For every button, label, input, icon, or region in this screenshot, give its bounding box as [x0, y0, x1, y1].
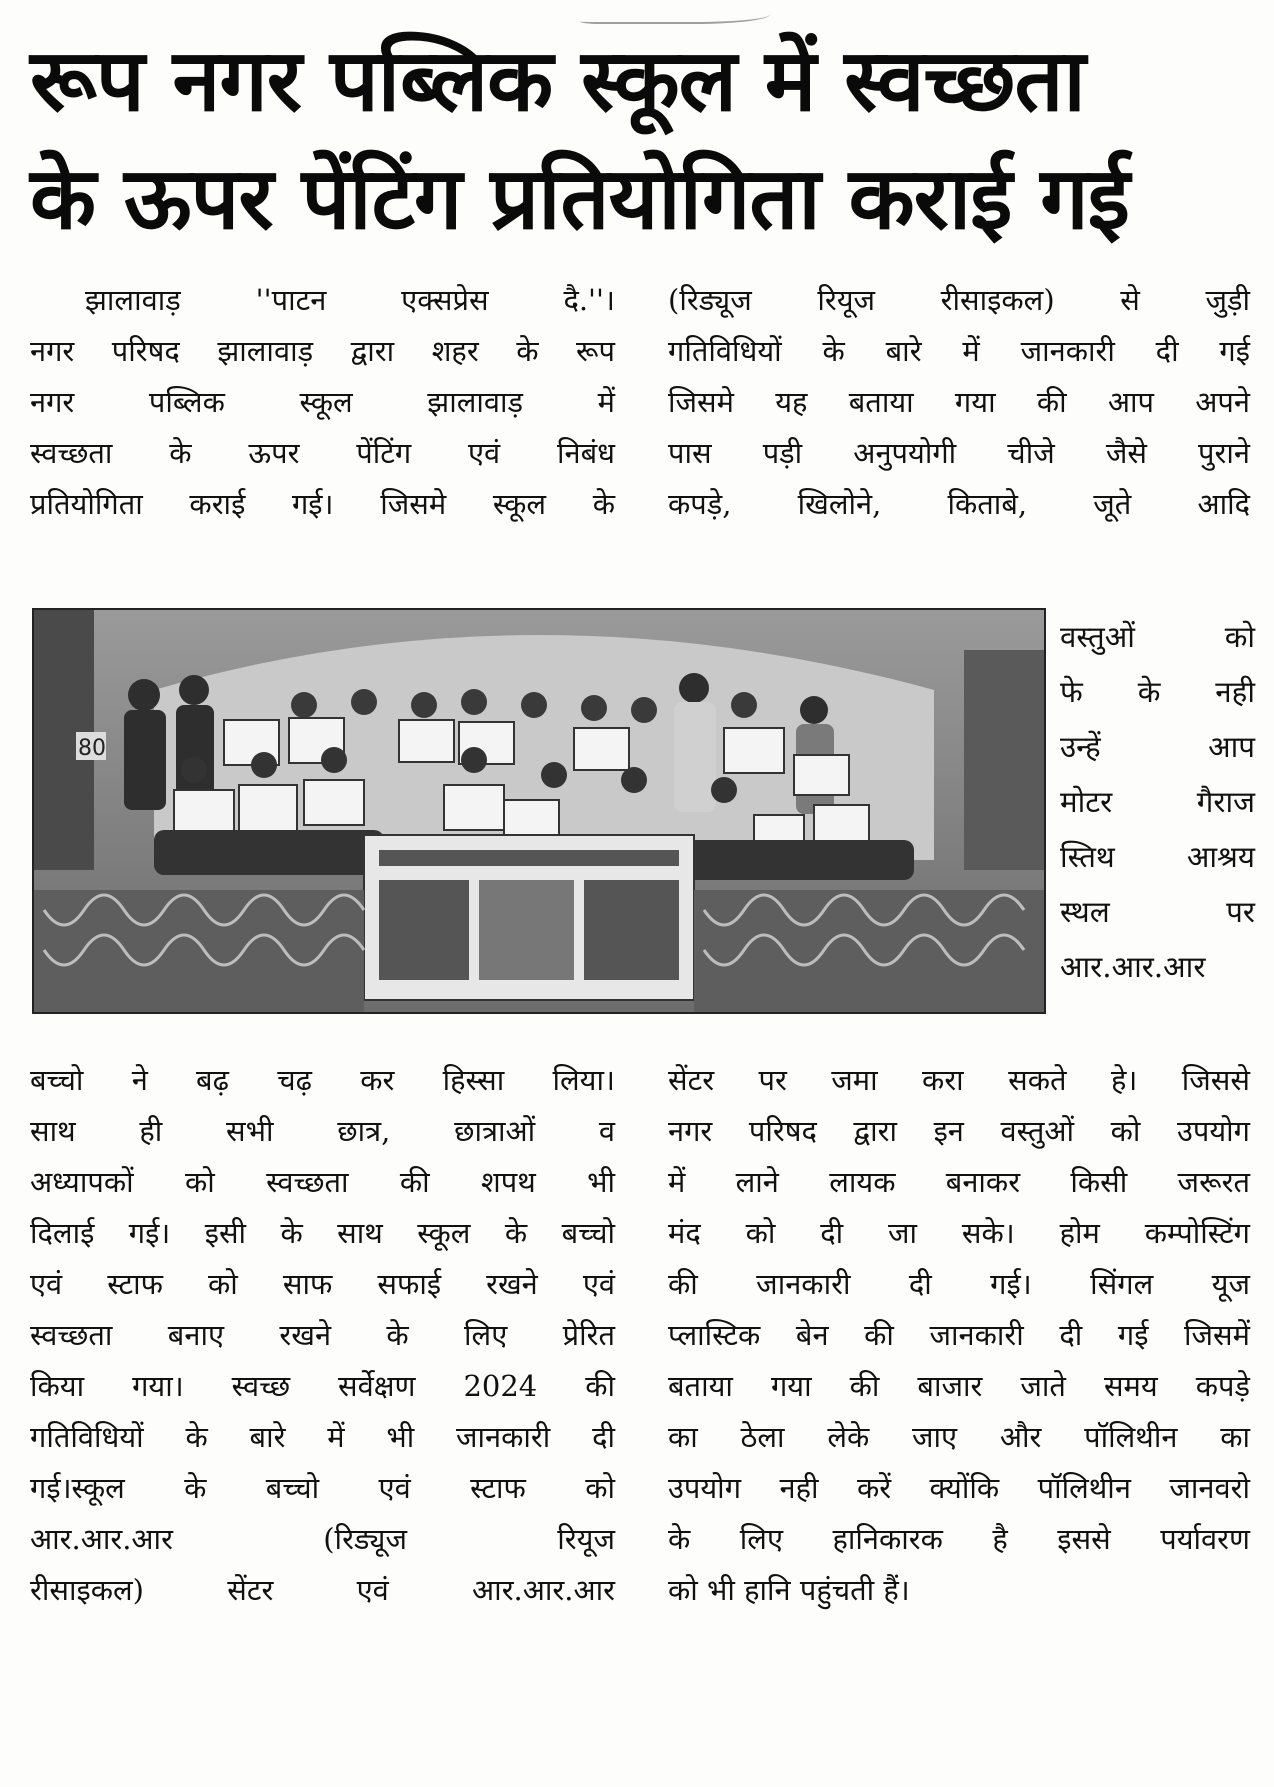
text-line: स्वच्छता बनाए रखने के लिए प्रेरित	[30, 1318, 615, 1352]
text-line: स्तिथ आश्रय	[1060, 840, 1255, 874]
text-line: किया गया। स्वच्छ सर्वेक्षण 2024 की	[30, 1369, 615, 1403]
text-line: दिलाई गई। इसी के साथ स्कूल के बच्चो	[30, 1216, 615, 1250]
pen-scratch-mark	[580, 0, 770, 24]
text-line: में लाने लायक बनाकर किसी जरूरत	[668, 1165, 1250, 1199]
text-line: जिसमे यह बताया गया की आप अपने	[668, 385, 1250, 419]
left-column-bottom	[30, 1055, 615, 1616]
left-column-top	[30, 275, 615, 530]
text-line: बच्चो ने बढ़ चढ़ कर हिस्सा लिया।	[30, 1063, 615, 1097]
text-line: स्वच्छता के ऊपर पेंटिंग एवं निबंध	[30, 436, 615, 470]
text-line: को भी हानि पहुंचती हैं।	[668, 1573, 910, 1607]
text-line: (रिड्यूज रियूज रीसाइकल) से जुड़ी	[668, 283, 1250, 317]
news-photo-group-with-paintings	[32, 608, 1046, 1014]
text-line: गई।स्कूल के बच्चो एवं स्टाफ को	[30, 1471, 615, 1505]
text-line: स्थल पर	[1060, 895, 1255, 929]
text-line: नगर परिषद द्वारा इन वस्तुओं को उपयोग	[668, 1114, 1250, 1148]
text-line: पास पड़ी अनुपयोगी चीजे जैसे पुराने	[668, 436, 1250, 470]
text-line: गतिविधियों के बारे में भी जानकारी दी	[30, 1420, 615, 1454]
text-line: मंद को दी जा सके। होम कम्पोस्टिंग	[668, 1216, 1250, 1250]
text-line: का ठेला लेके जाए और पॉलिथीन का	[668, 1420, 1250, 1454]
text-line: साथ ही सभी छात्र, छात्राओं व	[30, 1114, 615, 1148]
text-line: एवं स्टाफ को साफ सफाई रखने एवं	[30, 1267, 615, 1301]
text-line: नगर परिषद झालावाड़ द्वारा शहर के रूप	[30, 334, 615, 368]
text-line: आर.आर.आर (रिड्यूज रियूज	[30, 1522, 615, 1556]
text-line: प्लास्टिक बेन की जानकारी दी गई जिसमें	[668, 1318, 1250, 1352]
headline	[30, 22, 1245, 258]
headline-line-1: रूप नगर पब्लिक स्कूल में स्वच्छता	[30, 31, 1085, 131]
text-line: बताया गया की बाजार जाते समय कपड़े	[668, 1369, 1250, 1403]
text-line: की जानकारी दी गई। सिंगल यूज	[668, 1267, 1250, 1301]
headline-line-2: के ऊपर पेंटिंग प्रतियोगिता कराई गई	[30, 149, 1129, 249]
text-line: कपड़े, खिलोने, किताबे, जूते आदि	[668, 487, 1250, 521]
text-line: के लिए हानिकारक है इससे पर्यावरण	[668, 1522, 1250, 1556]
text-line: सेंटर पर जमा करा सकते हे। जिससे	[668, 1063, 1250, 1097]
text-line: उन्हें आप	[1060, 730, 1255, 764]
wall-number: 80	[78, 736, 106, 761]
text-line: गतिविधियों के बारे में जानकारी दी गई	[668, 334, 1250, 368]
text-line: रीसाइकल) सेंटर एवं आर.आर.आर	[30, 1573, 615, 1607]
text-line: उपयोग नही करें क्योंकि पॉलिथीन जानवरो	[668, 1471, 1250, 1505]
text-line: नगर पब्लिक स्कूल झालावाड़ में	[30, 385, 615, 419]
text-line: अध्यापकों को स्वच्छता की शपथ भी	[30, 1165, 615, 1199]
right-column-top	[668, 275, 1250, 530]
text-line: प्रतियोगिता कराई गई। जिसमे स्कूल के	[30, 487, 615, 521]
text-line: वस्तुओं को	[1060, 620, 1255, 654]
text-line: फे के नही	[1060, 675, 1255, 709]
right-narrow-column	[1060, 610, 1255, 995]
text-line: मोटर गैराज	[1060, 785, 1255, 819]
right-column-bottom	[668, 1055, 1250, 1616]
text-line: झालावाड़ ''पाटन एक्सप्रेस दै.''।	[85, 283, 615, 317]
text-line: आर.आर.आर	[1060, 950, 1206, 984]
